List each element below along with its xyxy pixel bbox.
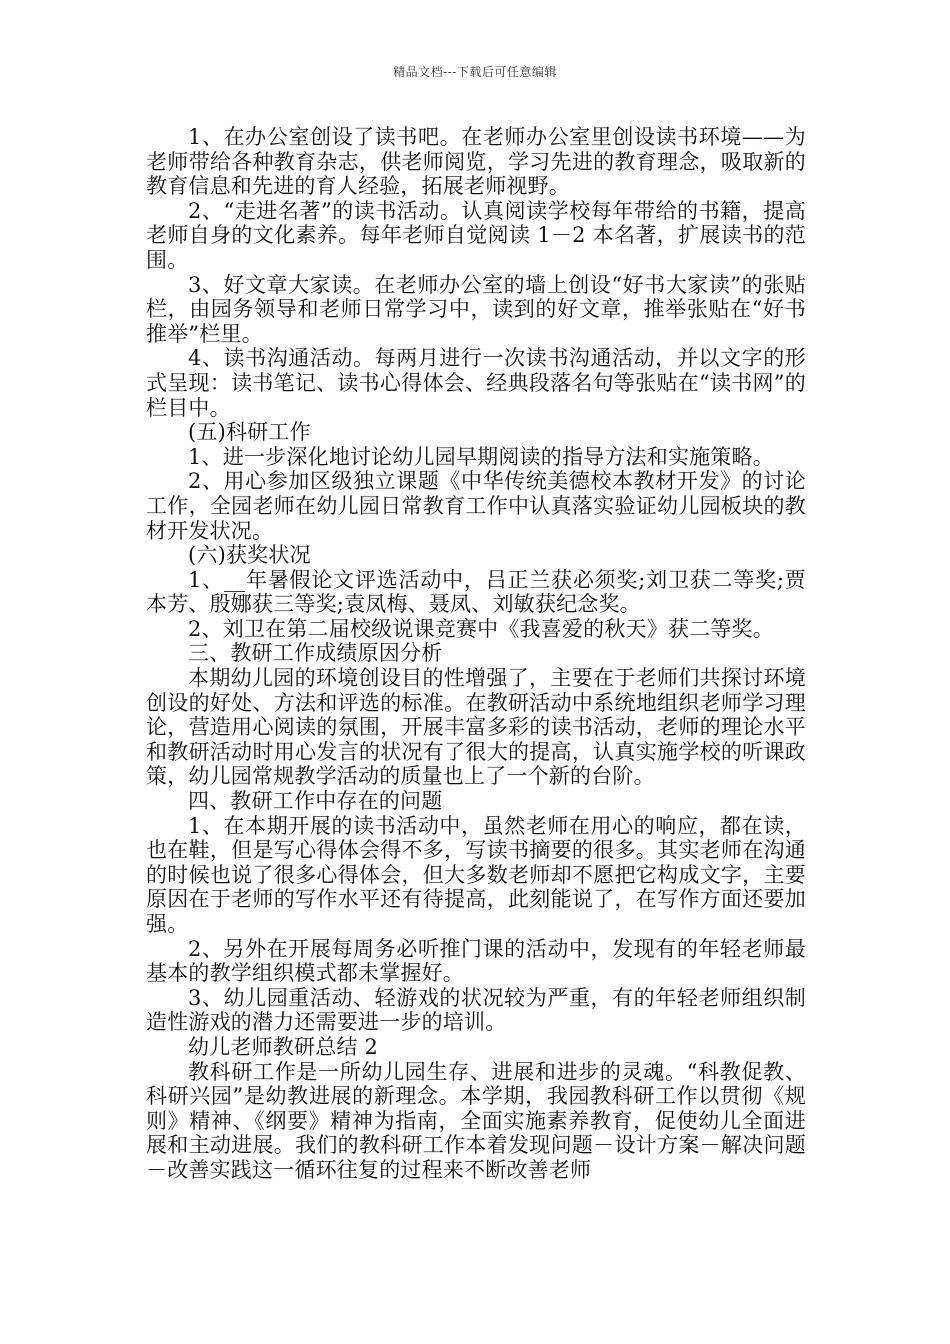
paragraph-reading-bar: 1、在办公室创设了读书吧。在老师办公室里创设读书环境——为老师带给各种教育杂志，供老师阅览，学习先进的教育理念，吸取新的教育信息和先进的育人经验，拓展老师视野。 xyxy=(146,125,806,199)
section-heading-research: (五)科研工作 xyxy=(188,420,311,445)
paragraph-research-2: 2、用心参加区级独立课题《中华传统美德校本教材开发》的讨论工作，全园老师在幼儿园日常教育工作中认真落实验证幼儿园板块的教材开发状况。 xyxy=(146,469,806,543)
section-heading-summary-2: 幼儿老师教研总结 2 xyxy=(188,1034,379,1059)
paragraph-research-1: 1、进一步深化地讨论幼儿园早期阅读的指导方法和实施策略。 xyxy=(188,444,774,469)
paragraph-problem-1: 1、在本期开展的读书活动中，虽然老师在用心的响应，都在读，也在鞋，但是写心得体会得不多，写读书摘要的很多。其实老师在沟通的时候也说了很多心得体会，但大多数老师却不愿把它构成文字，主要原因在于老师的写作水平还有待提高，此刻能说了，在写作方面还要加强。 xyxy=(146,813,806,936)
paragraph-reading-exchange: 4、读书沟通活动。每两月进行一次读书沟通活动，并以文字的形式呈现：读书笔记、读书心得体会、经典段落名句等张贴在“读书网”的栏目中。 xyxy=(146,346,806,420)
section-heading-awards: (六)获奖状况 xyxy=(188,543,311,568)
paragraph-classics-reading: 2、“走进名著”的读书活动。认真阅读学校每年带给的书籍，提高老师自身的文化素养。每年老师自觉阅读 1－2 本名著，扩展读书的范围。 xyxy=(146,198,806,272)
section-heading-analysis: 三、教研工作成绩原因分析 xyxy=(188,641,443,666)
paragraph-problem-2: 2、另外在开展每周务必听推门课的活动中，发现有的年轻老师最基本的教学组织模式都未掌握好。 xyxy=(146,936,806,986)
paragraph-awards-1: 1、__年暑假论文评选活动中，吕正兰获必须奖;刘卫获二等奖;贾本芳、殷娜获三等奖;袁凤梅、聂凤、刘敏获纪念奖。 xyxy=(146,567,806,617)
paragraph-analysis: 本期幼儿园的环境创设目的性增强了，主要在于老师们共探讨环境创设的好处、方法和评选的标准。在教研活动中系统地组织老师学习理论，营造用心阅读的氛围，开展丰富多彩的读书活动，老师的理论水平和教研活动时用心发言的状况有了很大的提高，认真实施学校的听课政策，幼儿园常规教学活动的质量也上了一个新的台阶。 xyxy=(146,666,806,789)
section-heading-problems: 四、教研工作中存在的问题 xyxy=(188,789,443,814)
page-header: 精品文档---下载后可任意编辑 xyxy=(393,65,557,79)
paragraph-awards-2: 2、刘卫在第二届校级说课竞赛中《我喜爱的秋天》获二等奖。 xyxy=(188,616,774,641)
document-body xyxy=(146,125,806,1183)
paragraph-summary-2-intro: 教科研工作是一所幼儿园生存、进展和进步的灵魂。“科教促教、科研兴园”是幼教进展的新理念。本学期，我园教科研工作以贯彻《规则》精神、《纲要》精神为指南，全面实施素养教育，促使幼儿全面进展和主动进展。我们的教科研工作本着发现问题－设计方案－解决问题－改善实践这一循环往复的过程来不断改善老师 xyxy=(146,1059,806,1182)
paragraph-problem-3: 3、幼儿园重活动、轻游戏的状况较为严重，有的年轻老师组织制造性游戏的潜力还需要进一步的培训。 xyxy=(146,985,806,1035)
paragraph-good-articles: 3、好文章大家读。在老师办公室的墙上创设“好书大家读”的张贴栏，由园务领导和老师日常学习中，读到的好文章，推举张贴在“好书推举”栏里。 xyxy=(146,272,806,346)
